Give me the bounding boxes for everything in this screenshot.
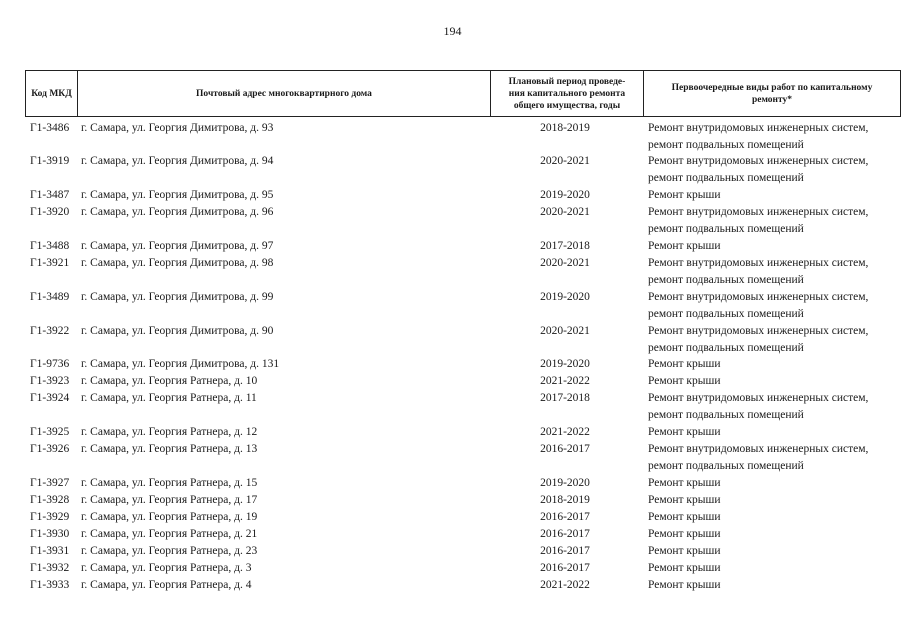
row-works-line: ремонт подвальных помещений	[648, 274, 804, 286]
row-address: г. Самара, ул. Георгия Димитрова, д. 98	[81, 257, 274, 269]
row-works-line: ремонт подвальных помещений	[648, 342, 804, 354]
row-works-line: Ремонт крыши	[648, 562, 721, 574]
row-works-line: Ремонт крыши	[648, 511, 721, 523]
header-period-line: ния капитального ремонта	[508, 88, 626, 99]
row-address: г. Самара, ул. Георгия Ратнера, д. 17	[81, 494, 258, 506]
row-code: Г1-9736	[30, 358, 70, 370]
header-address: Почтовый адрес многоквартирного дома	[78, 71, 491, 116]
row-works	[648, 187, 900, 204]
header-period-line: Плановый период проведе-	[508, 76, 626, 87]
row-code: Г1-3924	[30, 392, 70, 404]
row-address: г. Самара, ул. Георгия Димитрова, д. 90	[81, 325, 274, 337]
header-period-line: общего имущества, годы	[513, 100, 621, 111]
row-works	[648, 289, 900, 323]
row-works-line: Ремонт крыши	[648, 426, 721, 438]
row-period: 2019-2020	[540, 358, 590, 370]
row-works	[648, 441, 900, 475]
row-address: г. Самара, ул. Георгия Ратнера, д. 11	[81, 392, 257, 404]
page-number: 194	[443, 24, 462, 38]
header-period	[491, 71, 644, 116]
row-works-line: Ремонт внутридомовых инженерных систем,	[648, 325, 869, 337]
row-period: 2021-2022	[540, 579, 590, 591]
row-address: г. Самара, ул. Георгия Ратнера, д. 19	[81, 511, 258, 523]
row-works	[648, 356, 900, 373]
row-code: Г1-3926	[30, 443, 70, 455]
row-works-line: Ремонт крыши	[648, 545, 721, 557]
row-period: 2020-2021	[540, 325, 590, 337]
row-code: Г1-3922	[30, 325, 70, 337]
row-period: 2019-2020	[540, 189, 590, 201]
row-works	[648, 255, 900, 289]
row-works-line: Ремонт крыши	[648, 375, 721, 387]
row-code: Г1-3486	[30, 122, 70, 134]
row-works-line: Ремонт внутридомовых инженерных систем,	[648, 257, 869, 269]
row-period: 2019-2020	[540, 291, 590, 303]
row-works-line: Ремонт внутридомовых инженерных систем,	[648, 206, 869, 218]
header-works	[644, 71, 900, 116]
row-address: г. Самара, ул. Георгия Димитрова, д. 131	[81, 358, 280, 370]
row-address: г. Самара, ул. Георгия Димитрова, д. 96	[81, 206, 274, 218]
row-works	[648, 509, 900, 526]
row-works	[648, 560, 900, 577]
row-code: Г1-3919	[30, 155, 70, 167]
row-address: г. Самара, ул. Георгия Димитрова, д. 93	[81, 122, 274, 134]
row-works	[648, 492, 900, 509]
row-period: 2019-2020	[540, 477, 590, 489]
row-works-line: Ремонт крыши	[648, 528, 721, 540]
row-works-line: Ремонт внутридомовых инженерных систем,	[648, 155, 869, 167]
row-works-line: Ремонт внутридомовых инженерных систем,	[648, 122, 869, 134]
row-works-line: Ремонт крыши	[648, 494, 721, 506]
row-code: Г1-3930	[30, 528, 70, 540]
row-code: Г1-3929	[30, 511, 70, 523]
row-code: Г1-3928	[30, 494, 70, 506]
row-works-line: Ремонт внутридомовых инженерных систем,	[648, 443, 869, 455]
row-works	[648, 238, 900, 255]
row-works	[648, 526, 900, 543]
row-works-line: Ремонт крыши	[648, 477, 721, 489]
row-code: Г1-3488	[30, 240, 70, 252]
row-works	[648, 543, 900, 560]
header-code: Код МКД	[26, 71, 78, 116]
row-period: 2016-2017	[540, 545, 590, 557]
row-address: г. Самара, ул. Георгия Димитрова, д. 97	[81, 240, 274, 252]
row-works	[648, 424, 900, 441]
row-works-line: ремонт подвальных помещений	[648, 460, 804, 472]
row-period: 2018-2019	[540, 494, 590, 506]
row-code: Г1-3932	[30, 562, 70, 574]
row-works-line: Ремонт крыши	[648, 358, 721, 370]
row-code: Г1-3489	[30, 291, 70, 303]
row-period: 2020-2021	[540, 257, 590, 269]
row-address: г. Самара, ул. Георгия Ратнера, д. 13	[81, 443, 258, 455]
row-code: Г1-3925	[30, 426, 70, 438]
row-address: г. Самара, ул. Георгия Ратнера, д. 12	[81, 426, 258, 438]
row-code: Г1-3933	[30, 579, 70, 591]
row-address: г. Самара, ул. Георгия Ратнера, д. 4	[81, 579, 252, 591]
row-period: 2020-2021	[540, 206, 590, 218]
row-code: Г1-3923	[30, 375, 70, 387]
row-code: Г1-3920	[30, 206, 70, 218]
row-address: г. Самара, ул. Георгия Димитрова, д. 94	[81, 155, 274, 167]
row-works	[648, 120, 900, 154]
row-code: Г1-3927	[30, 477, 70, 489]
row-period: 2017-2018	[540, 240, 590, 252]
row-works	[648, 475, 900, 492]
row-works-line: ремонт подвальных помещений	[648, 223, 804, 235]
row-period: 2016-2017	[540, 443, 590, 455]
row-works	[648, 373, 900, 390]
row-period: 2021-2022	[540, 375, 590, 387]
table-header	[25, 70, 901, 117]
row-works-line: Ремонт крыши	[648, 240, 721, 252]
row-works-line: ремонт подвальных помещений	[648, 409, 804, 421]
row-works-line: ремонт подвальных помещений	[648, 139, 804, 151]
row-works-line: Ремонт крыши	[648, 189, 721, 201]
row-period: 2020-2021	[540, 155, 590, 167]
row-works-line: ремонт подвальных помещений	[648, 308, 804, 320]
row-address: г. Самара, ул. Георгия Димитрова, д. 95	[81, 189, 274, 201]
row-address: г. Самара, ул. Георгия Ратнера, д. 15	[81, 477, 258, 489]
row-period: 2016-2017	[540, 528, 590, 540]
row-period: 2021-2022	[540, 426, 590, 438]
row-address: г. Самара, ул. Георгия Ратнера, д. 21	[81, 528, 258, 540]
row-period: 2018-2019	[540, 122, 590, 134]
row-works	[648, 204, 900, 238]
row-code: Г1-3921	[30, 257, 70, 269]
row-code: Г1-3487	[30, 189, 70, 201]
row-works-line: ремонт подвальных помещений	[648, 172, 804, 184]
row-period: 2017-2018	[540, 392, 590, 404]
row-works-line: Ремонт крыши	[648, 579, 721, 591]
row-works	[648, 390, 900, 424]
row-works	[648, 153, 900, 187]
row-works-line: Ремонт внутридомовых инженерных систем,	[648, 392, 869, 404]
row-works-line: Ремонт внутридомовых инженерных систем,	[648, 291, 869, 303]
header-works-line: ремонту*	[751, 94, 793, 105]
row-address: г. Самара, ул. Георгия Ратнера, д. 3	[81, 562, 252, 574]
row-period: 2016-2017	[540, 562, 590, 574]
header-works-line: Первоочередные виды работ по капитальному	[671, 82, 873, 93]
row-address: г. Самара, ул. Георгия Димитрова, д. 99	[81, 291, 274, 303]
row-works	[648, 577, 900, 594]
row-address: г. Самара, ул. Георгия Ратнера, д. 10	[81, 375, 258, 387]
row-works	[648, 323, 900, 357]
row-address: г. Самара, ул. Георгия Ратнера, д. 23	[81, 545, 258, 557]
row-period: 2016-2017	[540, 511, 590, 523]
row-code: Г1-3931	[30, 545, 70, 557]
